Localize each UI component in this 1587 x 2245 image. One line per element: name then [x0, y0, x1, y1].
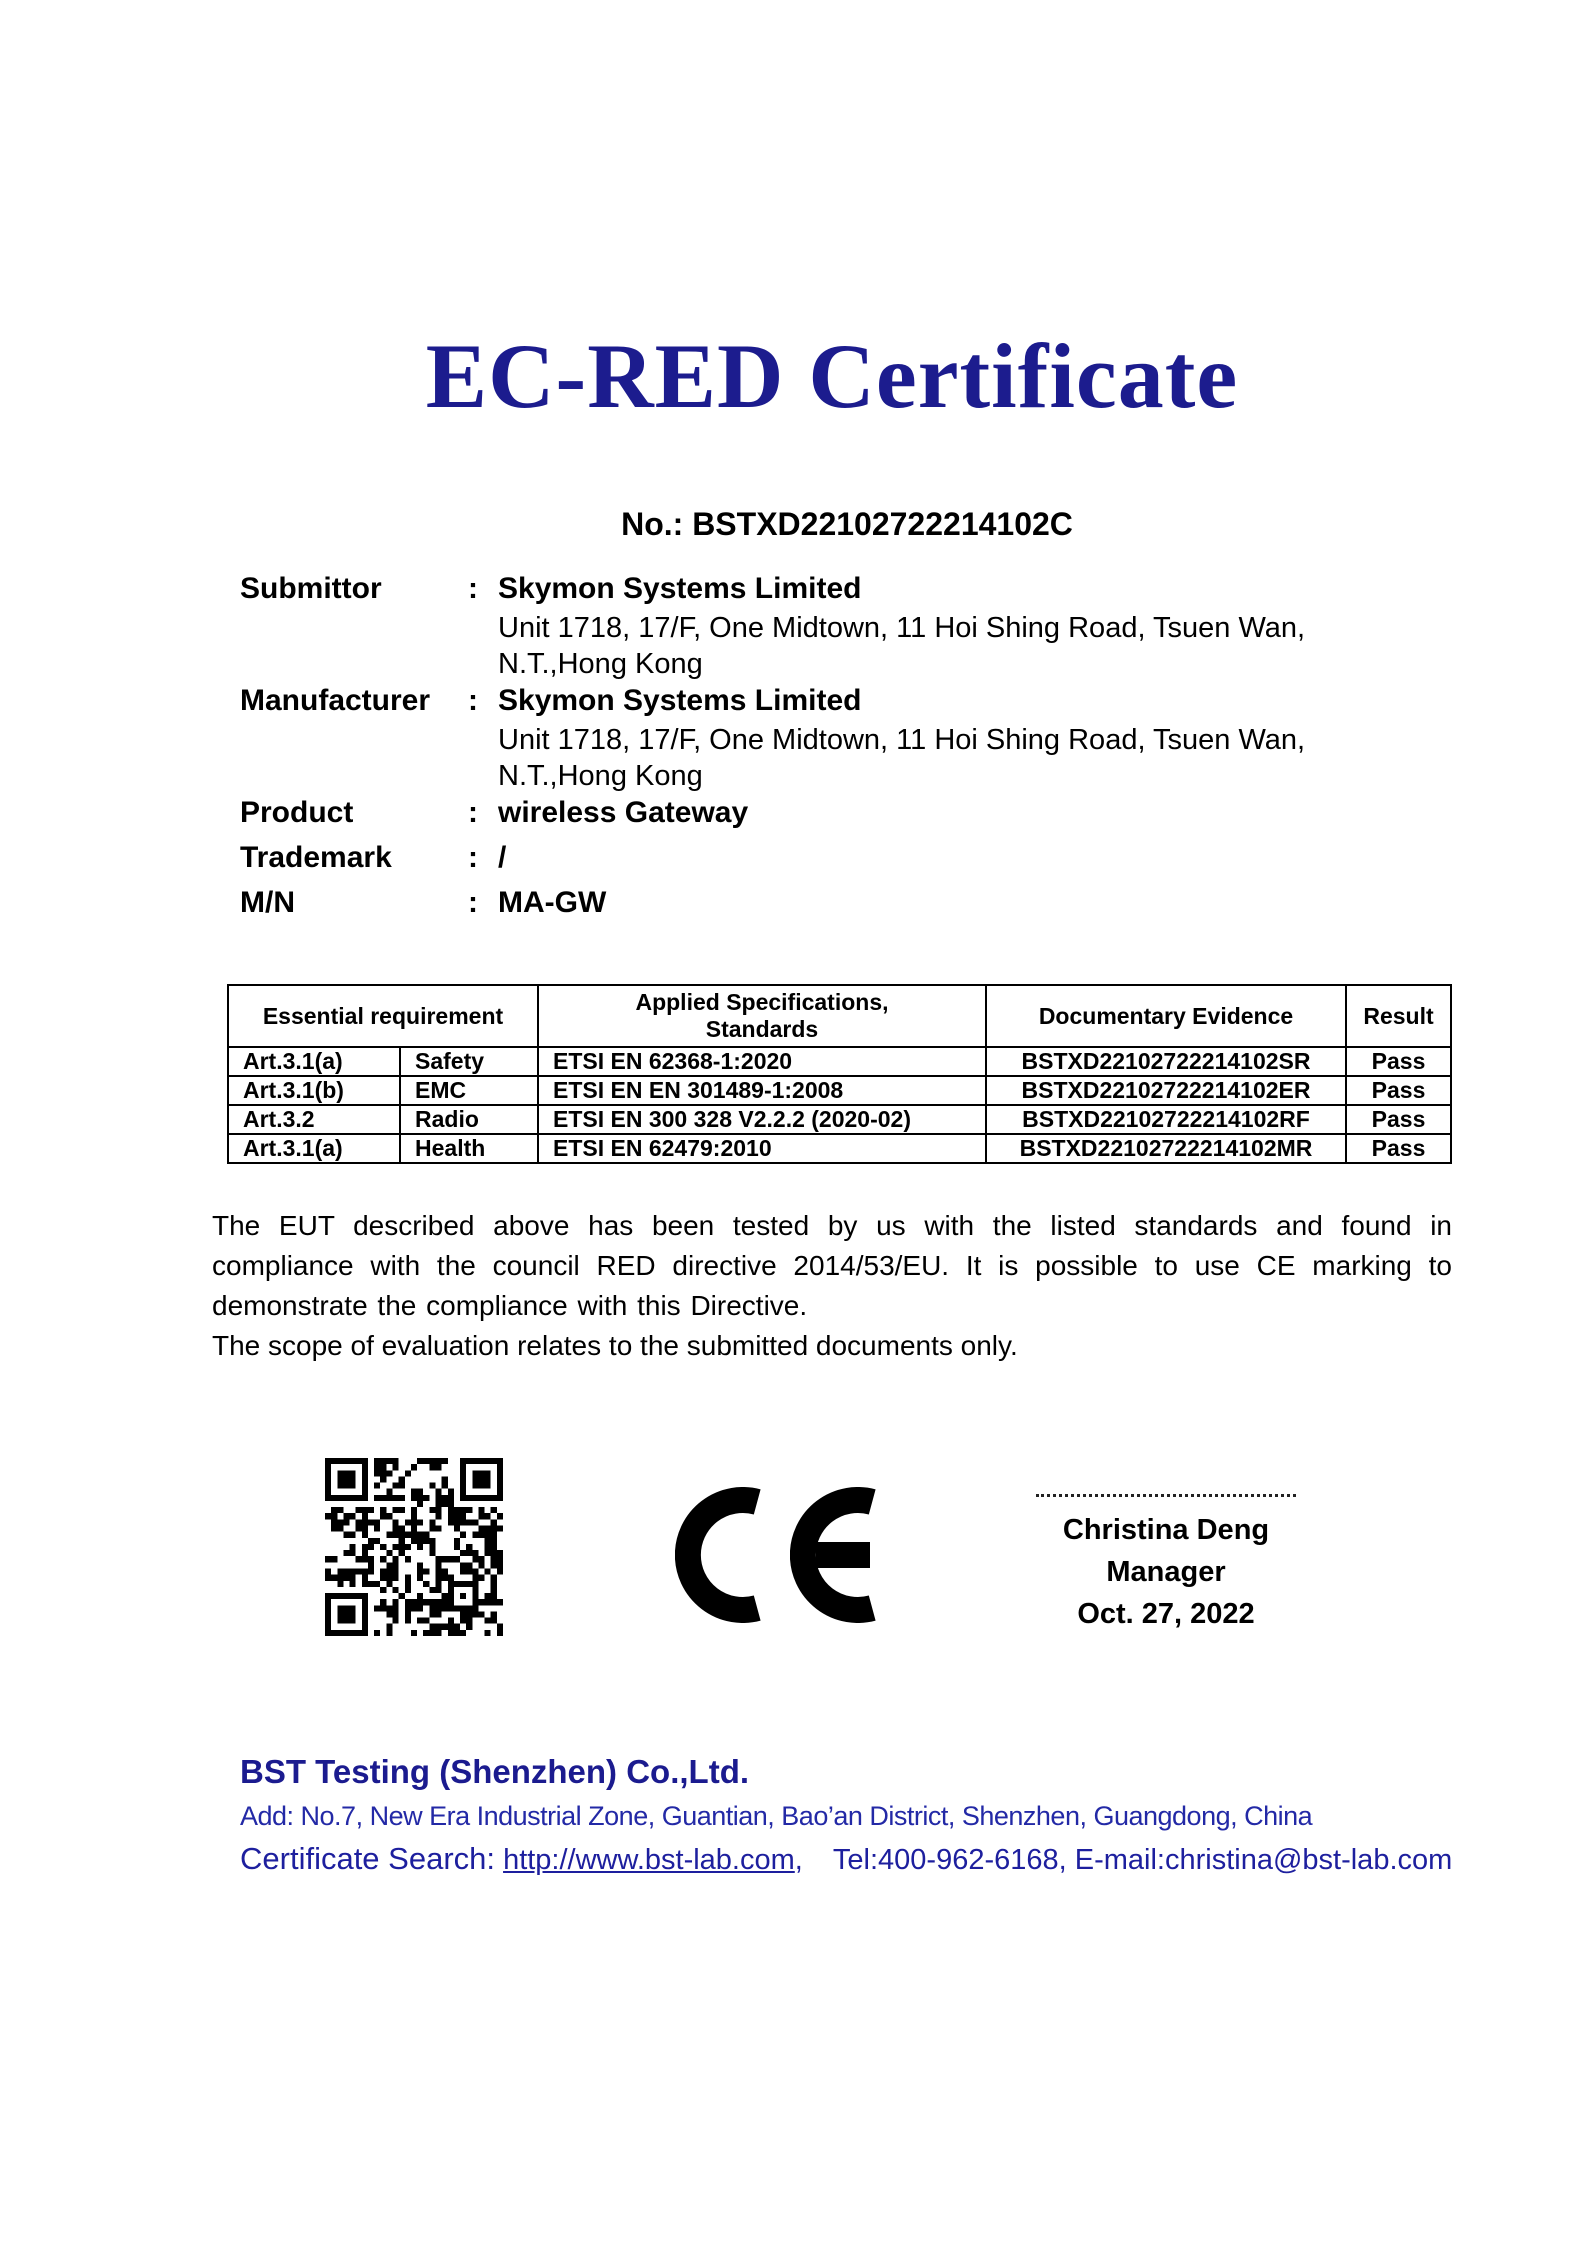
trademark-label: Trademark	[240, 841, 392, 874]
header-essential-requirement: Essential requirement	[228, 985, 538, 1047]
table-row	[228, 1076, 1451, 1105]
certificate-number: No.: BSTXD22102722214102C	[621, 506, 1073, 542]
submittor-address-line1: Unit 1718, 17/F, One Midtown, 11 Hoi Shing Road, Tsuen Wan,	[498, 612, 1306, 644]
qr-code-image	[325, 1458, 503, 1636]
cell-category: Health	[400, 1134, 538, 1163]
signature-dotted-line	[1036, 1494, 1296, 1497]
product-value: wireless Gateway	[498, 796, 749, 829]
cell-category: Safety	[400, 1047, 538, 1076]
colon: :	[468, 572, 478, 605]
table-row	[228, 1105, 1451, 1134]
cell-spec: ETSI EN 300 328 V2.2.2 (2020-02)	[538, 1105, 986, 1134]
compliance-statement-text: The EUT described above has been tested by us with the listed standards and found in compliance with the council RED directive 2014/53/EU. It is possible to use CE marking to demonstrate the compliance with this Directive.	[212, 1210, 1452, 1321]
info-row-submittor	[240, 570, 1450, 608]
lab-contact-info: Tel:400-962-6168, E-mail:christina@bst-lab.com	[832, 1844, 1453, 1876]
manufacturer-address-line2: N.T.,Hong Kong	[498, 760, 703, 792]
manufacturer-value: Skymon Systems Limited	[498, 684, 862, 717]
manufacturer-address-line1: Unit 1718, 17/F, One Midtown, 11 Hoi Shing Road, Tsuen Wan,	[498, 724, 1306, 756]
cell-evidence: BSTXD22102722214102SR	[986, 1047, 1346, 1076]
cell-spec: ETSI EN EN 301489-1:2008	[538, 1076, 986, 1105]
colon: :	[468, 796, 478, 829]
submittor-value: Skymon Systems Limited	[498, 572, 862, 605]
model-number-label: M/N	[240, 886, 295, 919]
cell-article: Art.3.1(a)	[228, 1134, 400, 1163]
header-documentary-evidence: Documentary Evidence	[986, 985, 1346, 1047]
colon: :	[468, 841, 478, 874]
model-number-value: MA-GW	[498, 886, 607, 919]
cell-result: Pass	[1346, 1105, 1451, 1134]
cell-result: Pass	[1346, 1076, 1451, 1105]
info-row-trademark	[240, 839, 1450, 877]
cell-evidence: BSTXD22102722214102RF	[986, 1105, 1346, 1134]
cell-category: Radio	[400, 1105, 538, 1134]
table-header-row	[228, 985, 1451, 1047]
signature-block	[1036, 1494, 1296, 1635]
table-row	[228, 1134, 1451, 1163]
colon: :	[468, 684, 478, 717]
manufacturer-address-line1-row	[240, 722, 1450, 758]
info-row-model-number	[240, 884, 1450, 922]
lab-company-name: BST Testing (Shenzhen) Co.,Ltd.	[240, 1753, 750, 1790]
cell-article: Art.3.2	[228, 1105, 400, 1134]
ce-mark-icon	[675, 1487, 878, 1623]
search-url-separator: ,	[794, 1844, 803, 1876]
signature-date: Oct. 27, 2022	[1077, 1598, 1255, 1630]
ce-letter-c	[675, 1487, 763, 1623]
submittor-address-line2-row	[240, 646, 1450, 682]
cell-result: Pass	[1346, 1047, 1451, 1076]
certificate-info	[240, 570, 1450, 922]
cell-evidence: BSTXD22102722214102ER	[986, 1076, 1346, 1105]
page-title: EC-RED Certificate	[425, 325, 1239, 427]
cell-spec: ETSI EN 62479:2010	[538, 1134, 986, 1163]
submittor-label: Submittor	[240, 572, 382, 605]
compliance-statement	[212, 1206, 1452, 1366]
manufacturer-label: Manufacturer	[240, 684, 431, 717]
ce-letter-e	[790, 1487, 878, 1623]
table-row	[228, 1047, 1451, 1076]
cell-spec: ETSI EN 62368-1:2020	[538, 1047, 986, 1076]
info-row-product	[240, 794, 1450, 832]
certificate-search-label: Certificate Search:	[240, 1841, 495, 1876]
requirements-table	[227, 984, 1452, 1164]
submittor-address-line1-row	[240, 610, 1450, 646]
lab-footer	[240, 1752, 1500, 1880]
colon: :	[468, 886, 478, 919]
header-applied-specifications: Applied Specifications, Standards	[538, 985, 986, 1047]
signer-title: Manager	[1106, 1556, 1226, 1588]
cell-category: EMC	[400, 1076, 538, 1105]
certificate-search-url-link[interactable]: http://www.bst-lab.com	[503, 1844, 795, 1876]
cell-article: Art.3.1(a)	[228, 1047, 400, 1076]
header-result: Result	[1346, 985, 1451, 1047]
cell-article: Art.3.1(b)	[228, 1076, 400, 1105]
lab-address: Add: No.7, New Era Industrial Zone, Guantian, Bao’an District, Shenzhen, Guangdong, China	[240, 1801, 1313, 1831]
certificate-search-line	[240, 1839, 1500, 1880]
cell-evidence: BSTXD22102722214102MR	[986, 1134, 1346, 1163]
qr-code	[325, 1458, 503, 1636]
scope-statement-text: The scope of evaluation relates to the submitted documents only.	[212, 1330, 1018, 1361]
info-row-manufacturer	[240, 682, 1450, 720]
signer-name: Christina Deng	[1062, 1514, 1270, 1546]
submittor-address-line2: N.T.,Hong Kong	[498, 648, 703, 680]
manufacturer-address-line2-row	[240, 758, 1450, 794]
product-label: Product	[240, 796, 354, 829]
cell-result: Pass	[1346, 1134, 1451, 1163]
trademark-value: /	[498, 841, 507, 874]
